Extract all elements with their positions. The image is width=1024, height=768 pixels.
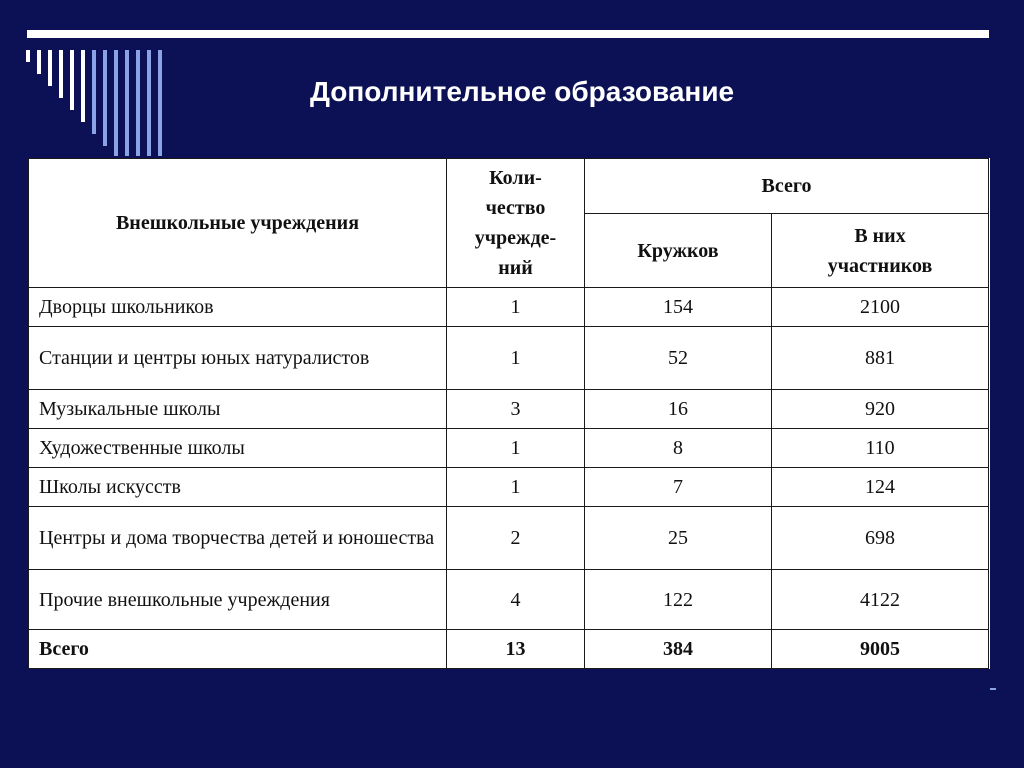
stripe: [59, 50, 63, 98]
institutions-table: [28, 158, 989, 669]
stripe: [81, 50, 85, 122]
header-participants: [772, 214, 989, 288]
header-participants-label: В них участников: [827, 224, 933, 277]
header-count-label: Коли- чество учрежде- ний: [474, 167, 557, 279]
cell-name: Прочие внешкольные учреждения: [29, 570, 447, 630]
stripe: [26, 50, 30, 62]
stripe: [125, 50, 129, 156]
table-row: [29, 327, 989, 390]
cell-clubs: 16: [585, 390, 772, 429]
table-row: [29, 288, 989, 327]
cell-clubs: 8: [585, 429, 772, 468]
table-row: [29, 390, 989, 429]
cell-clubs: 7: [585, 468, 772, 507]
cell-name: Художественные школы: [29, 429, 447, 468]
total-clubs: 384: [585, 630, 772, 669]
stripe: [114, 50, 118, 156]
top-rule: [27, 30, 989, 38]
stripe: [48, 50, 52, 86]
header-count: [447, 159, 585, 288]
cell-participants: 2100: [772, 288, 989, 327]
header-clubs: Кружков: [585, 214, 772, 288]
decorative-dash: [990, 688, 996, 690]
cell-count: 3: [447, 390, 585, 429]
slide-title: Дополнительное образование: [310, 76, 735, 107]
header-total: Всего: [585, 159, 989, 214]
cell-name: Центры и дома творчества детей и юношества: [29, 507, 447, 570]
cell-clubs: 25: [585, 507, 772, 570]
cell-participants: 124: [772, 468, 989, 507]
table-row: [29, 507, 989, 570]
stripe: [103, 50, 107, 146]
cell-clubs: 52: [585, 327, 772, 390]
total-participants: 9005: [772, 630, 989, 669]
cell-name: Музыкальные школы: [29, 390, 447, 429]
total-label: Всего: [29, 630, 447, 669]
cell-count: 1: [447, 288, 585, 327]
stripe: [70, 50, 74, 110]
header-row-top: [29, 159, 989, 214]
cell-name: Станции и центры юных натуралистов: [29, 327, 447, 390]
cell-name: Дворцы школьников: [29, 288, 447, 327]
cell-participants: 881: [772, 327, 989, 390]
cell-participants: 110: [772, 429, 989, 468]
stripe: [92, 50, 96, 134]
stripe: [147, 50, 151, 156]
stripe: [37, 50, 41, 74]
stripe: [136, 50, 140, 156]
cell-clubs: 154: [585, 288, 772, 327]
header-institutions: Внешкольные учреждения: [29, 159, 447, 288]
table-row: [29, 468, 989, 507]
cell-count: 1: [447, 429, 585, 468]
cell-count: 1: [447, 468, 585, 507]
cell-count: 1: [447, 327, 585, 390]
cell-count: 4: [447, 570, 585, 630]
stripe: [158, 50, 162, 156]
decorative-stripes: [26, 50, 166, 160]
data-table-container: [28, 158, 990, 669]
cell-clubs: 122: [585, 570, 772, 630]
cell-participants: 4122: [772, 570, 989, 630]
cell-participants: 920: [772, 390, 989, 429]
table-row: [29, 570, 989, 630]
cell-name: Школы искусств: [29, 468, 447, 507]
cell-participants: 698: [772, 507, 989, 570]
table-total-row: [29, 630, 989, 669]
total-count: 13: [447, 630, 585, 669]
cell-count: 2: [447, 507, 585, 570]
table-row: [29, 429, 989, 468]
